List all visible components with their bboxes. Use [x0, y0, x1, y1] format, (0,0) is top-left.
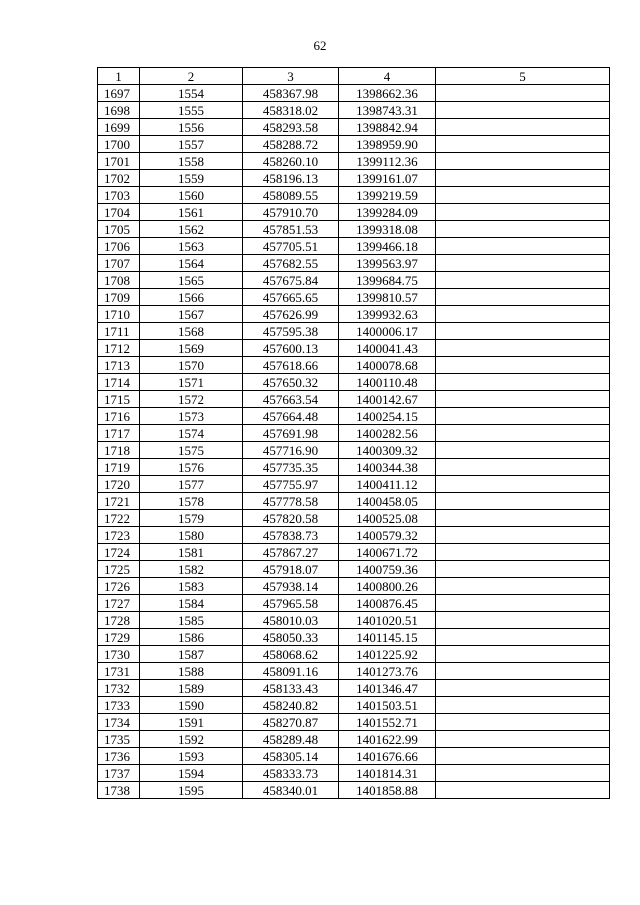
- y-coordinate-cell: 1400078.68: [339, 357, 436, 374]
- x-coordinate-cell: 458010.03: [243, 612, 339, 629]
- table-row: [98, 476, 610, 493]
- x-coordinate-cell: 457664.48: [243, 408, 339, 425]
- column-header-1: 1: [98, 68, 140, 85]
- table-row: [98, 748, 610, 765]
- point-number-cell: 1583: [140, 578, 243, 595]
- point-number-cell: 1572: [140, 391, 243, 408]
- point-number-cell: 1570: [140, 357, 243, 374]
- row-number-cell: 1736: [98, 748, 140, 765]
- note-cell: [436, 153, 610, 170]
- x-coordinate-cell: 458367.98: [243, 85, 339, 102]
- point-number-cell: 1578: [140, 493, 243, 510]
- note-cell: [436, 731, 610, 748]
- x-coordinate-cell: 458240.82: [243, 697, 339, 714]
- point-number-cell: 1564: [140, 255, 243, 272]
- row-number-cell: 1699: [98, 119, 140, 136]
- x-coordinate-cell: 458305.14: [243, 748, 339, 765]
- point-number-cell: 1586: [140, 629, 243, 646]
- x-coordinate-cell: 457618.66: [243, 357, 339, 374]
- table-row: [98, 595, 610, 612]
- note-cell: [436, 221, 610, 238]
- x-coordinate-cell: 458050.33: [243, 629, 339, 646]
- column-header-3: 3: [243, 68, 339, 85]
- y-coordinate-cell: 1398662.36: [339, 85, 436, 102]
- point-number-cell: 1585: [140, 612, 243, 629]
- x-coordinate-cell: 458089.55: [243, 187, 339, 204]
- y-coordinate-cell: 1400309.32: [339, 442, 436, 459]
- note-cell: [436, 136, 610, 153]
- row-number-cell: 1721: [98, 493, 140, 510]
- row-number-cell: 1730: [98, 646, 140, 663]
- table-row: [98, 136, 610, 153]
- y-coordinate-cell: 1399684.75: [339, 272, 436, 289]
- point-number-cell: 1590: [140, 697, 243, 714]
- point-number-cell: 1563: [140, 238, 243, 255]
- row-number-cell: 1697: [98, 85, 140, 102]
- note-cell: [436, 391, 610, 408]
- column-header-2: 2: [140, 68, 243, 85]
- table-row: [98, 153, 610, 170]
- x-coordinate-cell: 457867.27: [243, 544, 339, 561]
- point-number-cell: 1588: [140, 663, 243, 680]
- point-number-cell: 1571: [140, 374, 243, 391]
- y-coordinate-cell: 1401346.47: [339, 680, 436, 697]
- table-row: [98, 442, 610, 459]
- point-number-cell: 1579: [140, 510, 243, 527]
- table-row: [98, 680, 610, 697]
- x-coordinate-cell: 458133.43: [243, 680, 339, 697]
- y-coordinate-cell: 1401145.15: [339, 629, 436, 646]
- page-number: 62: [313, 38, 327, 53]
- table-row: [98, 493, 610, 510]
- x-coordinate-cell: 457838.73: [243, 527, 339, 544]
- point-number-cell: 1591: [140, 714, 243, 731]
- point-number-cell: 1568: [140, 323, 243, 340]
- point-number-cell: 1558: [140, 153, 243, 170]
- x-coordinate-cell: 458196.13: [243, 170, 339, 187]
- note-cell: [436, 748, 610, 765]
- row-number-cell: 1728: [98, 612, 140, 629]
- note-cell: [436, 476, 610, 493]
- y-coordinate-cell: 1400671.72: [339, 544, 436, 561]
- y-coordinate-cell: 1400344.38: [339, 459, 436, 476]
- note-cell: [436, 204, 610, 221]
- table-row: [98, 510, 610, 527]
- y-coordinate-cell: 1400458.05: [339, 493, 436, 510]
- point-number-cell: 1594: [140, 765, 243, 782]
- row-number-cell: 1702: [98, 170, 140, 187]
- row-number-cell: 1701: [98, 153, 140, 170]
- y-coordinate-cell: 1399161.07: [339, 170, 436, 187]
- y-coordinate-cell: 1400006.17: [339, 323, 436, 340]
- note-cell: [436, 374, 610, 391]
- y-coordinate-cell: 1399810.57: [339, 289, 436, 306]
- table-row: [98, 459, 610, 476]
- y-coordinate-cell: 1400800.26: [339, 578, 436, 595]
- x-coordinate-cell: 457663.54: [243, 391, 339, 408]
- x-coordinate-cell: 458091.16: [243, 663, 339, 680]
- y-coordinate-cell: 1401273.76: [339, 663, 436, 680]
- y-coordinate-cell: 1400142.67: [339, 391, 436, 408]
- point-number-cell: 1557: [140, 136, 243, 153]
- y-coordinate-cell: 1400876.45: [339, 595, 436, 612]
- table-row: [98, 527, 610, 544]
- table-row: [98, 731, 610, 748]
- table-row: [98, 323, 610, 340]
- note-cell: [436, 357, 610, 374]
- row-number-cell: 1724: [98, 544, 140, 561]
- point-number-cell: 1556: [140, 119, 243, 136]
- x-coordinate-cell: 457675.84: [243, 272, 339, 289]
- note-cell: [436, 272, 610, 289]
- note-cell: [436, 323, 610, 340]
- note-cell: [436, 629, 610, 646]
- table-row: [98, 170, 610, 187]
- row-number-cell: 1731: [98, 663, 140, 680]
- x-coordinate-cell: 457665.65: [243, 289, 339, 306]
- row-number-cell: 1706: [98, 238, 140, 255]
- note-cell: [436, 527, 610, 544]
- row-number-cell: 1715: [98, 391, 140, 408]
- row-number-cell: 1711: [98, 323, 140, 340]
- point-number-cell: 1569: [140, 340, 243, 357]
- row-number-cell: 1732: [98, 680, 140, 697]
- y-coordinate-cell: 1400282.56: [339, 425, 436, 442]
- row-number-cell: 1726: [98, 578, 140, 595]
- point-number-cell: 1555: [140, 102, 243, 119]
- row-number-cell: 1703: [98, 187, 140, 204]
- x-coordinate-cell: 457716.90: [243, 442, 339, 459]
- row-number-cell: 1707: [98, 255, 140, 272]
- table-row: [98, 119, 610, 136]
- y-coordinate-cell: 1399219.59: [339, 187, 436, 204]
- x-coordinate-cell: 457682.55: [243, 255, 339, 272]
- x-coordinate-cell: 457755.97: [243, 476, 339, 493]
- note-cell: [436, 578, 610, 595]
- row-number-cell: 1708: [98, 272, 140, 289]
- note-cell: [436, 680, 610, 697]
- note-cell: [436, 408, 610, 425]
- table-row: [98, 697, 610, 714]
- note-cell: [436, 646, 610, 663]
- column-header-5: 5: [436, 68, 610, 85]
- row-number-cell: 1725: [98, 561, 140, 578]
- header-row: [98, 68, 610, 85]
- point-number-cell: 1573: [140, 408, 243, 425]
- y-coordinate-cell: 1399284.09: [339, 204, 436, 221]
- note-cell: [436, 306, 610, 323]
- coordinates-table: [97, 67, 610, 799]
- row-number-cell: 1712: [98, 340, 140, 357]
- x-coordinate-cell: 457735.35: [243, 459, 339, 476]
- note-cell: [436, 612, 610, 629]
- y-coordinate-cell: 1399932.63: [339, 306, 436, 323]
- y-coordinate-cell: 1401676.66: [339, 748, 436, 765]
- table-row: [98, 544, 610, 561]
- note-cell: [436, 102, 610, 119]
- y-coordinate-cell: 1398842.94: [339, 119, 436, 136]
- y-coordinate-cell: 1398959.90: [339, 136, 436, 153]
- point-number-cell: 1576: [140, 459, 243, 476]
- table-row: [98, 187, 610, 204]
- x-coordinate-cell: 458318.02: [243, 102, 339, 119]
- note-cell: [436, 544, 610, 561]
- x-coordinate-cell: 458340.01: [243, 782, 339, 799]
- y-coordinate-cell: 1399466.18: [339, 238, 436, 255]
- x-coordinate-cell: 458068.62: [243, 646, 339, 663]
- table-header: [98, 68, 610, 85]
- table-row: [98, 255, 610, 272]
- table-row: [98, 578, 610, 595]
- row-number-cell: 1700: [98, 136, 140, 153]
- row-number-cell: 1737: [98, 765, 140, 782]
- note-cell: [436, 459, 610, 476]
- x-coordinate-cell: 457595.38: [243, 323, 339, 340]
- table-body: [98, 85, 610, 799]
- note-cell: [436, 289, 610, 306]
- x-coordinate-cell: 458260.10: [243, 153, 339, 170]
- y-coordinate-cell: 1400411.12: [339, 476, 436, 493]
- note-cell: [436, 170, 610, 187]
- y-coordinate-cell: 1400254.15: [339, 408, 436, 425]
- row-number-cell: 1714: [98, 374, 140, 391]
- note-cell: [436, 340, 610, 357]
- x-coordinate-cell: 458270.87: [243, 714, 339, 731]
- point-number-cell: 1562: [140, 221, 243, 238]
- y-coordinate-cell: 1400579.32: [339, 527, 436, 544]
- table-row: [98, 204, 610, 221]
- x-coordinate-cell: 458293.58: [243, 119, 339, 136]
- x-coordinate-cell: 457918.07: [243, 561, 339, 578]
- x-coordinate-cell: 457705.51: [243, 238, 339, 255]
- y-coordinate-cell: 1401225.92: [339, 646, 436, 663]
- note-cell: [436, 595, 610, 612]
- x-coordinate-cell: 457650.32: [243, 374, 339, 391]
- table-row: [98, 374, 610, 391]
- column-header-4: 4: [339, 68, 436, 85]
- x-coordinate-cell: 457778.58: [243, 493, 339, 510]
- y-coordinate-cell: 1400759.36: [339, 561, 436, 578]
- table-row: [98, 85, 610, 102]
- table-row: [98, 340, 610, 357]
- row-number-cell: 1710: [98, 306, 140, 323]
- x-coordinate-cell: 457965.58: [243, 595, 339, 612]
- point-number-cell: 1589: [140, 680, 243, 697]
- table-row: [98, 646, 610, 663]
- y-coordinate-cell: 1400041.43: [339, 340, 436, 357]
- y-coordinate-cell: 1401858.88: [339, 782, 436, 799]
- y-coordinate-cell: 1399112.36: [339, 153, 436, 170]
- table-row: [98, 612, 610, 629]
- note-cell: [436, 493, 610, 510]
- note-cell: [436, 782, 610, 799]
- table-row: [98, 765, 610, 782]
- y-coordinate-cell: 1398743.31: [339, 102, 436, 119]
- table-row: [98, 663, 610, 680]
- y-coordinate-cell: 1401503.51: [339, 697, 436, 714]
- note-cell: [436, 510, 610, 527]
- row-number-cell: 1704: [98, 204, 140, 221]
- note-cell: [436, 561, 610, 578]
- y-coordinate-cell: 1401814.31: [339, 765, 436, 782]
- table-row: [98, 221, 610, 238]
- table-row: [98, 289, 610, 306]
- row-number-cell: 1718: [98, 442, 140, 459]
- y-coordinate-cell: 1399563.97: [339, 255, 436, 272]
- y-coordinate-cell: 1399318.08: [339, 221, 436, 238]
- point-number-cell: 1584: [140, 595, 243, 612]
- note-cell: [436, 238, 610, 255]
- row-number-cell: 1705: [98, 221, 140, 238]
- x-coordinate-cell: 457820.58: [243, 510, 339, 527]
- point-number-cell: 1574: [140, 425, 243, 442]
- table-row: [98, 561, 610, 578]
- point-number-cell: 1567: [140, 306, 243, 323]
- note-cell: [436, 714, 610, 731]
- table-row: [98, 408, 610, 425]
- y-coordinate-cell: 1401552.71: [339, 714, 436, 731]
- row-number-cell: 1713: [98, 357, 140, 374]
- point-number-cell: 1595: [140, 782, 243, 799]
- note-cell: [436, 442, 610, 459]
- note-cell: [436, 85, 610, 102]
- table-row: [98, 714, 610, 731]
- x-coordinate-cell: 457851.53: [243, 221, 339, 238]
- x-coordinate-cell: 457600.13: [243, 340, 339, 357]
- point-number-cell: 1575: [140, 442, 243, 459]
- row-number-cell: 1727: [98, 595, 140, 612]
- x-coordinate-cell: 458333.73: [243, 765, 339, 782]
- note-cell: [436, 187, 610, 204]
- note-cell: [436, 765, 610, 782]
- point-number-cell: 1565: [140, 272, 243, 289]
- x-coordinate-cell: 457910.70: [243, 204, 339, 221]
- row-number-cell: 1722: [98, 510, 140, 527]
- row-number-cell: 1738: [98, 782, 140, 799]
- point-number-cell: 1593: [140, 748, 243, 765]
- note-cell: [436, 119, 610, 136]
- y-coordinate-cell: 1401622.99: [339, 731, 436, 748]
- table-row: [98, 425, 610, 442]
- point-number-cell: 1587: [140, 646, 243, 663]
- row-number-cell: 1735: [98, 731, 140, 748]
- note-cell: [436, 663, 610, 680]
- point-number-cell: 1580: [140, 527, 243, 544]
- note-cell: [436, 697, 610, 714]
- row-number-cell: 1723: [98, 527, 140, 544]
- row-number-cell: 1734: [98, 714, 140, 731]
- row-number-cell: 1709: [98, 289, 140, 306]
- point-number-cell: 1592: [140, 731, 243, 748]
- point-number-cell: 1581: [140, 544, 243, 561]
- table-row: [98, 102, 610, 119]
- point-number-cell: 1577: [140, 476, 243, 493]
- row-number-cell: 1698: [98, 102, 140, 119]
- point-number-cell: 1554: [140, 85, 243, 102]
- row-number-cell: 1720: [98, 476, 140, 493]
- table-row: [98, 272, 610, 289]
- point-number-cell: 1559: [140, 170, 243, 187]
- point-number-cell: 1561: [140, 204, 243, 221]
- x-coordinate-cell: 457626.99: [243, 306, 339, 323]
- row-number-cell: 1729: [98, 629, 140, 646]
- y-coordinate-cell: 1401020.51: [339, 612, 436, 629]
- row-number-cell: 1719: [98, 459, 140, 476]
- x-coordinate-cell: 458288.72: [243, 136, 339, 153]
- table-row: [98, 357, 610, 374]
- row-number-cell: 1716: [98, 408, 140, 425]
- table-row: [98, 391, 610, 408]
- y-coordinate-cell: 1400525.08: [339, 510, 436, 527]
- x-coordinate-cell: 457691.98: [243, 425, 339, 442]
- note-cell: [436, 425, 610, 442]
- x-coordinate-cell: 457938.14: [243, 578, 339, 595]
- table-row: [98, 238, 610, 255]
- y-coordinate-cell: 1400110.48: [339, 374, 436, 391]
- note-cell: [436, 255, 610, 272]
- point-number-cell: 1582: [140, 561, 243, 578]
- point-number-cell: 1566: [140, 289, 243, 306]
- row-number-cell: 1717: [98, 425, 140, 442]
- table-row: [98, 629, 610, 646]
- table-row: [98, 782, 610, 799]
- point-number-cell: 1560: [140, 187, 243, 204]
- table-row: [98, 306, 610, 323]
- row-number-cell: 1733: [98, 697, 140, 714]
- x-coordinate-cell: 458289.48: [243, 731, 339, 748]
